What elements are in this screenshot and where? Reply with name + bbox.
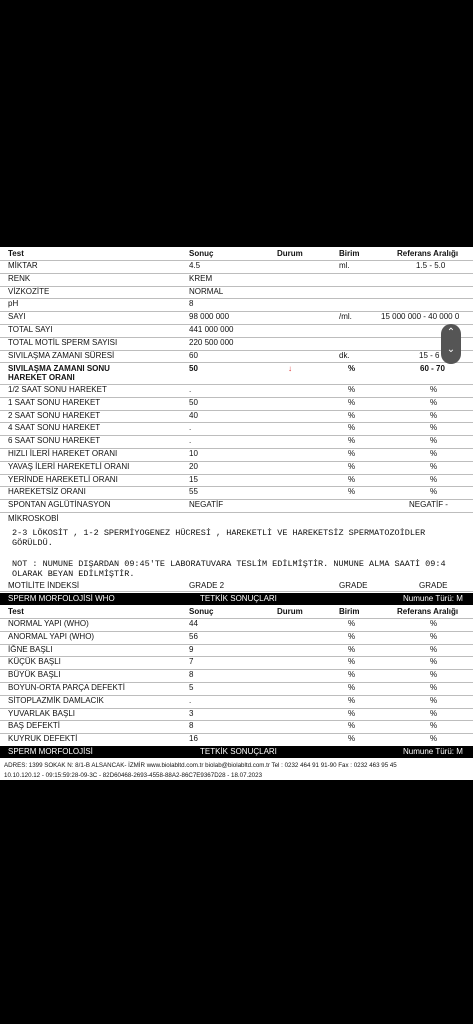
chevron-down-icon[interactable]: ⌄ <box>446 344 456 355</box>
cell-sonuc: 441 000 000 <box>189 325 234 334</box>
cell-test: 1 SAAT SONU HAREKET <box>8 397 101 407</box>
note-line: OLARAK BEYAN EDİLMİŞTİR. <box>12 569 135 579</box>
row-test-line2: HAREKET ORANI <box>8 373 75 382</box>
cell-test: MİKTAR <box>8 261 38 270</box>
table-row <box>0 670 473 683</box>
cell-sonuc: 10 <box>189 449 198 458</box>
cell-sonuc: 8 <box>189 721 194 731</box>
microscopy-note <box>12 528 472 548</box>
table-row <box>0 436 473 449</box>
table-row <box>0 398 473 411</box>
cell-test: TOTAL MOTİL SPERM SAYISI <box>8 337 118 347</box>
col-birim: Birim <box>339 249 360 258</box>
cell-sonuc: 7 <box>189 657 194 667</box>
table-row <box>0 449 473 462</box>
cell-ref: 15 000 000 - 40 000 0 <box>381 312 460 322</box>
cell-ref: % <box>430 385 438 394</box>
cell-ref: 1.5 - 5.0 <box>416 261 446 270</box>
cell-birim: % <box>348 436 356 446</box>
cell-birim: ml. <box>339 261 350 270</box>
row-ref: 60 - 70 <box>420 364 445 373</box>
table-row <box>0 338 473 351</box>
cell-test: 1/2 SAAT SONU HAREKET <box>8 385 107 394</box>
col-birim: Birim <box>339 607 360 616</box>
col-test: Test <box>8 607 24 616</box>
cell-ref: % <box>430 449 438 458</box>
lab-report <box>0 247 473 780</box>
cell-sonuc: 5 <box>189 683 194 692</box>
cell-sonuc: NEGATİF <box>189 500 224 510</box>
cell-ref: % <box>430 721 438 731</box>
cell-test: SAYI <box>8 312 26 322</box>
cell-sonuc: 8 <box>189 670 194 680</box>
cell-sonuc: 8 <box>189 299 194 309</box>
cell-ref: % <box>430 644 438 654</box>
cell-test: ANORMAL YAPI (WHO) <box>8 631 95 641</box>
table-row <box>0 261 473 274</box>
cell-sonuc: 9 <box>189 644 194 654</box>
cell-birim: % <box>348 449 356 458</box>
cell-test: YAVAŞ İLERİ HAREKETLİ ORANI <box>8 461 130 471</box>
cell-sonuc: . <box>189 423 192 433</box>
cell-birim: % <box>348 474 356 484</box>
table-row <box>0 274 473 287</box>
cell-birim: % <box>348 385 356 394</box>
cell-sonuc: 60 <box>189 350 198 360</box>
cell-test: KUYRUK DEFEKTİ <box>8 734 78 744</box>
col-referans: Referans Aralığı <box>397 249 459 258</box>
table-row <box>0 423 473 436</box>
delivery-note <box>12 559 472 579</box>
cell-ref: % <box>430 695 438 705</box>
table-row <box>0 385 473 398</box>
cell-ref: % <box>430 734 438 744</box>
cell-test: BAŞ DEFEKTİ <box>8 721 61 731</box>
cell-sonuc: 50 <box>189 397 198 407</box>
row-birim: GRADE <box>339 581 368 590</box>
table-row <box>0 312 473 325</box>
band-mid: TETKİK SONUÇLARI <box>200 594 277 603</box>
cell-test: 6 SAAT SONU HAREKET <box>8 436 101 446</box>
cell-sonuc: 3 <box>189 708 194 718</box>
table-row <box>0 325 473 338</box>
table-row <box>0 462 473 475</box>
cell-birim: % <box>348 734 356 744</box>
band-mid: TETKİK SONUÇLARI <box>200 747 277 756</box>
col-sonuc: Sonuç <box>189 249 214 258</box>
table-row <box>0 287 473 300</box>
cell-sonuc: 56 <box>189 631 198 641</box>
cell-birim: % <box>348 683 356 692</box>
row-sonuc: GRADE 2 <box>189 581 225 590</box>
table-row <box>0 500 473 513</box>
cell-ref: % <box>430 631 438 641</box>
mikroskobi-label-row <box>0 514 473 525</box>
table-row <box>0 619 473 632</box>
cell-birim: % <box>348 631 356 641</box>
cell-test: HIZLI İLERİ HAREKET ORANI <box>8 449 118 458</box>
band-right: Numune Türü: M <box>403 747 463 756</box>
cell-birim: dk. <box>339 350 350 360</box>
cell-test: HAREKETSİZ ORANI <box>8 487 86 497</box>
cell-sonuc: 15 <box>189 474 198 484</box>
cell-birim: % <box>348 423 356 433</box>
cell-sonuc: 20 <box>189 461 198 471</box>
cell-test: İĞNE BAŞLI <box>8 644 53 654</box>
cell-test: 4 SAAT SONU HAREKET <box>8 423 101 433</box>
motilite-row <box>0 581 473 592</box>
cell-sonuc: . <box>189 436 192 446</box>
cell-birim: % <box>348 644 356 654</box>
cell-test: NORMAL YAPI (WHO) <box>8 619 89 628</box>
cell-ref: % <box>430 410 438 420</box>
table-row <box>0 299 473 312</box>
cell-test: SİTOPLAZMİK DAMLACIK <box>8 695 104 705</box>
cell-sonuc: 40 <box>189 410 198 420</box>
cell-birim: % <box>348 619 356 628</box>
cell-birim: % <box>348 670 356 680</box>
table-row <box>0 721 473 734</box>
chevron-up-icon[interactable]: ⌃ <box>446 327 456 338</box>
row-birim: % <box>348 364 356 373</box>
cell-test: SPONTAN AGLÜTİNASYON <box>8 500 111 510</box>
table-row <box>0 351 473 364</box>
cell-sonuc: 44 <box>189 619 198 628</box>
cell-ref: % <box>430 461 438 471</box>
section-band-who <box>0 593 473 605</box>
col-referans: Referans Aralığı <box>397 607 459 616</box>
col-sonuc: Sonuç <box>189 607 214 616</box>
cell-birim: % <box>348 721 356 731</box>
cell-ref: % <box>430 657 438 667</box>
cell-ref: NEGATİF - <box>409 500 448 510</box>
row-ref: GRADE <box>419 581 448 590</box>
cell-test: BÜYÜK BAŞLI <box>8 670 61 680</box>
cell-ref: % <box>430 708 438 718</box>
table-row <box>0 487 473 500</box>
table-row <box>0 632 473 645</box>
scroll-buttons[interactable] <box>441 324 461 364</box>
cell-test: TOTAL SAYI <box>8 325 53 334</box>
row-test: SIVILAŞMA ZAMANI SONU <box>8 364 110 373</box>
table-row <box>0 411 473 424</box>
down-arrow-icon: ↓ <box>288 364 292 373</box>
cell-ref: % <box>430 487 438 497</box>
cell-test: KÜÇÜK BAŞLI <box>8 657 61 667</box>
cell-sonuc: 55 <box>189 487 198 497</box>
cell-test: 2 SAAT SONU HAREKET <box>8 410 101 420</box>
footer-address: ADRES: 1399 SOKAK N: 8/1-B ALSANCAK- İZMİR www.biolabltd.com.tr biolab@biolabltd.com.tr Tel : 0232 464 91 91-90 Fax : 0232 463 95 45 <box>4 762 397 769</box>
cell-test: pH <box>8 299 19 309</box>
cell-sonuc: 4.5 <box>189 261 201 270</box>
cell-ref: % <box>430 683 438 692</box>
cell-test: BOYUN-ORTA PARÇA DEFEKTİ <box>8 683 125 692</box>
table-row <box>0 645 473 658</box>
cell-test: SIVILAŞMA ZAMANI SÜRESİ <box>8 350 115 360</box>
table-row <box>0 683 473 696</box>
cell-birim: % <box>348 397 356 407</box>
col-test: Test <box>8 249 24 258</box>
cell-ref: % <box>430 474 438 484</box>
cell-sonuc: . <box>189 385 192 394</box>
table-row <box>0 709 473 722</box>
table-header <box>0 249 473 261</box>
cell-test: RENK <box>8 273 31 283</box>
section-band <box>0 746 473 758</box>
table-row <box>0 475 473 488</box>
cell-birim: % <box>348 657 356 667</box>
col-durum: Durum <box>277 607 303 616</box>
cell-test: YERİNDE HAREKETLİ ORANI <box>8 474 118 484</box>
note-line: 2-3 LÖKOSİT , 1-2 SPERMİYOGENEZ HÜCRESİ , HAREKETLİ VE HAREKETSİZ SPERMATOZOİDLER <box>12 528 426 538</box>
cell-sonuc: KREM <box>189 273 213 283</box>
band-title: SPERM MORFOLOJİSİ <box>8 747 93 756</box>
cell-ref: % <box>430 670 438 680</box>
cell-birim: % <box>348 410 356 420</box>
footer-meta: 10.10.120.12 - 09:15:59:28-09-3C - 82D60468-2693-4558-88A2-86C7E9367D28 - 18.07.2023 <box>4 772 263 779</box>
cell-sonuc: NORMAL <box>189 286 224 296</box>
row-sonuc: 50 <box>189 364 198 373</box>
band-right: Numune Türü: M <box>403 594 463 603</box>
cell-test: YUVARLAK BAŞLI <box>8 708 75 718</box>
table-header-2 <box>0 607 473 619</box>
table-row <box>0 364 473 385</box>
cell-sonuc: 16 <box>189 734 198 744</box>
band-title: SPERM MORFOLOJİSİ WHO <box>8 594 115 603</box>
cell-ref: % <box>430 397 438 407</box>
cell-sonuc: . <box>189 695 192 705</box>
cell-ref: % <box>430 436 438 446</box>
cell-birim: % <box>348 695 356 705</box>
note-line: NOT : NUMUNE DIŞARDAN 09:45'TE LABORATUVARA TESLİM EDİLMİŞTİR. NUMUNE ALMA SAATİ 09:4 <box>12 559 446 569</box>
cell-ref: % <box>430 423 438 433</box>
cell-birim: % <box>348 487 356 497</box>
table-row <box>0 696 473 709</box>
cell-birim: /ml. <box>339 312 352 322</box>
row-test: MOTİLİTE İNDEKSİ <box>8 581 80 590</box>
cell-sonuc: 220 500 000 <box>189 337 234 347</box>
cell-test: VİZKOZİTE <box>8 286 50 296</box>
cell-birim: % <box>348 461 356 471</box>
cell-sonuc: 98 000 000 <box>189 312 230 322</box>
mikroskobi-label: MİKROSKOBİ <box>8 514 59 523</box>
col-durum: Durum <box>277 249 303 258</box>
table-row <box>0 657 473 670</box>
cell-ref: % <box>430 619 438 628</box>
note-line: GÖRÜLDÜ. <box>12 538 53 548</box>
cell-ref: 15 - 6 <box>419 350 440 360</box>
cell-birim: % <box>348 708 356 718</box>
